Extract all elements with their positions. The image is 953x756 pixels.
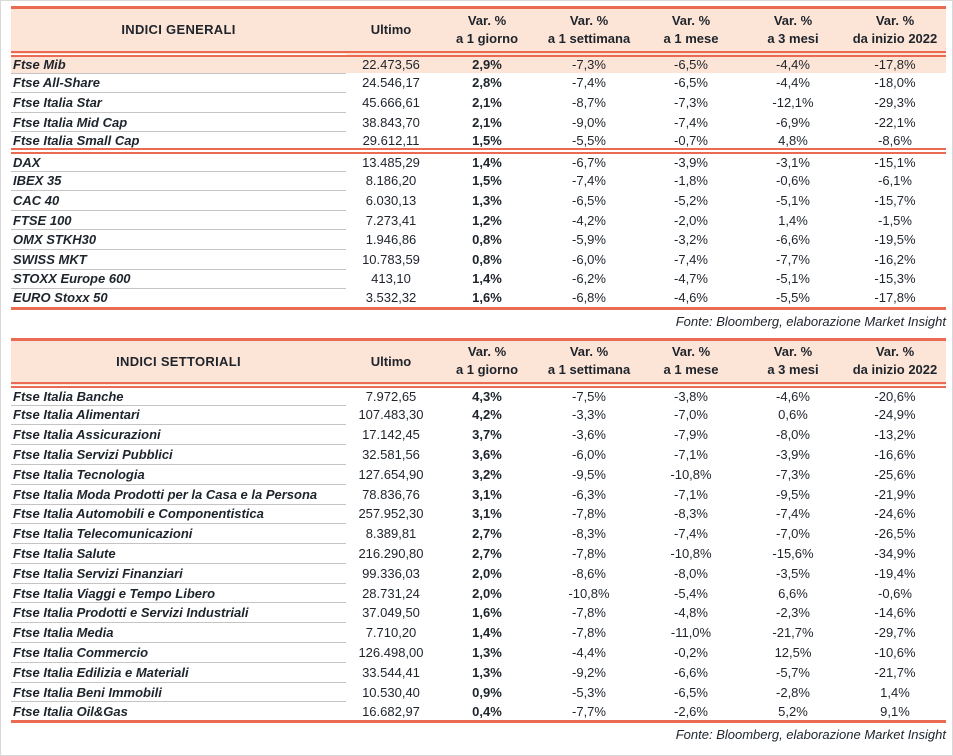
value-cell-m3: -3,9% [776,447,810,462]
value-cell-ultimo: 10.783,59 [362,251,420,267]
table-row [11,484,946,504]
value-cell-w1: -6,5% [572,192,606,208]
value-cell-ytd: -15,1% [844,151,946,171]
table-row [11,54,946,74]
index-name-cell: Ftse Italia Prodotti e Servizi Industriali [11,603,346,623]
value-cell-w1: -4,2% [572,212,606,228]
value-cell-w1: -7,4% [572,75,606,91]
value-cell-w1: -3,6% [572,427,606,443]
index-name-cell: Ftse Italia Tecnologia [11,464,346,484]
column-header-var-1-giorno: Var. % a 1 giorno [436,8,538,54]
table-body [11,54,946,309]
index-name-cell: Ftse Italia Oil&Gas [11,702,346,722]
source-note: Fonte: Bloomberg, elaborazione Market Insight [675,727,946,743]
table-row [11,171,946,191]
value-cell-w1: -3,3% [572,407,606,423]
value-cell-d1: 0,8% [472,232,502,248]
value-cell-ytd: -34,9% [874,545,916,561]
value-cell-ytd: -19,4% [874,565,916,581]
value-cell-ultimo: 99.336,03 [362,565,420,581]
value-cell-w1: -8,6% [572,565,606,581]
table-row [11,524,946,544]
value-cell-m1: -6,5% [640,54,742,74]
table-row [11,230,946,250]
value-cell-m3: -5,1% [776,271,810,287]
table-row [11,289,946,309]
value-cell-w1: -5,9% [572,232,606,248]
column-header-var-1-settimana: Var. % a 1 settimana [538,8,640,54]
value-cell-w1: -6,7% [538,151,640,171]
column-header-ultimo: Ultimo [346,8,436,54]
table-row [11,464,946,484]
column-header-var-1-settimana: Var. % a 1 settimana [538,339,640,385]
value-cell-d1: 0,8% [472,251,502,267]
value-cell-m1: -7,1% [674,486,708,502]
value-cell-m1: -3,9% [640,151,742,171]
value-cell-ultimo: 216.290,80 [358,545,424,561]
value-cell-d1: 2,7% [472,526,502,542]
value-cell-m1: -7,4% [674,526,708,542]
value-cell-d1: 2,7% [472,545,502,561]
indici-settoriali-table [11,338,946,724]
value-cell-m3: 4,8% [778,132,808,148]
value-cell-ultimo: 257.952,30 [358,506,424,522]
value-cell-d1: 1,6% [472,605,502,621]
value-cell-w1: -7,7% [538,702,640,722]
table-row [11,504,946,524]
value-cell-ultimo: 16.682,97 [346,702,436,722]
table-row [11,210,946,230]
column-header-var-3-mesi: Var. % a 3 mesi [742,339,844,385]
value-cell-d1: 1,5% [472,132,502,148]
value-cell-m3: -3,5% [776,565,810,581]
value-cell-d1: 0,4% [436,702,538,722]
value-cell-w1: -6,2% [572,271,606,287]
value-cell-m1: -1,8% [674,173,708,189]
value-cell-m1: -4,8% [674,605,708,621]
value-cell-ultimo: 22.473,56 [346,54,436,74]
value-cell-w1: -8,3% [572,526,606,542]
table-row [11,702,946,722]
value-cell-ytd: -8,6% [878,132,912,148]
index-name-cell: Ftse Italia Mid Cap [11,112,346,132]
value-cell-m1: -3,8% [674,389,708,405]
table-title: INDICI GENERALI [11,8,346,54]
header-row [11,339,946,385]
value-cell-m3: -2,8% [776,684,810,700]
value-cell-w1: -7,3% [538,54,640,74]
index-name-cell: Ftse Italia Viaggi e Tempo Libero [11,583,346,603]
value-cell-m3: 12,5% [774,644,812,660]
value-cell-m3: -3,1% [742,151,844,171]
value-cell-ytd: -18,0% [874,75,916,91]
source-note: Fonte: Bloomberg, elaborazione Market Insight [675,313,946,329]
value-cell-ytd: -15,7% [874,192,916,208]
value-cell-ultimo: 7.972,65 [365,389,417,405]
value-cell-ytd: -24,6% [874,506,916,522]
value-cell-d1: 1,3% [472,664,502,680]
index-name-cell: Ftse Italia Alimentari [11,405,346,425]
value-cell-ultimo: 10.530,40 [362,684,420,700]
table-row [11,112,946,132]
value-cell-d1: 3,7% [472,427,502,443]
index-name-cell: Ftse Italia Servizi Pubblici [11,445,346,465]
index-name-cell: Ftse Italia Salute [11,544,346,564]
value-cell-m3: -6,6% [776,232,810,248]
value-cell-m1: -5,4% [674,585,708,601]
value-cell-m1: -7,9% [674,427,708,443]
table-row [11,425,946,445]
value-cell-d1: 4,3% [472,389,502,405]
table-row [11,623,946,643]
value-cell-m3: -12,1% [772,94,814,110]
table-row [11,544,946,564]
index-name-cell: Ftse Italia Star [11,93,346,113]
indici-generali-table [11,6,946,310]
value-cell-m3: -4,6% [776,389,810,405]
value-cell-ytd: -26,5% [874,526,916,542]
value-cell-w1: -6,8% [538,289,640,309]
table-row [11,662,946,682]
index-name-cell: Ftse Italia Servizi Finanziari [11,563,346,583]
value-cell-d1: 0,9% [472,684,502,700]
value-cell-ultimo: 107.483,30 [358,407,424,423]
table-row [11,151,946,171]
index-name-cell: Ftse Italia Banche [11,385,346,405]
value-cell-d1: 3,2% [472,466,502,482]
value-cell-w1: -5,5% [572,132,606,148]
value-cell-m3: -5,7% [776,664,810,680]
value-cell-m1: -10,8% [670,466,712,482]
value-cell-ultimo: 126.498,00 [358,644,424,660]
value-cell-ytd: -17,8% [844,54,946,74]
value-cell-m3: 5,2% [742,702,844,722]
table-row [11,73,946,93]
value-cell-m1: -6,6% [674,664,708,680]
value-cell-m1: -2,6% [640,702,742,722]
index-name-cell: Ftse Italia Beni Immobili [11,682,346,702]
table-row [11,603,946,623]
value-cell-d1: 2,8% [472,75,502,91]
value-cell-ultimo: 8.186,20 [365,173,417,189]
value-cell-ytd: -21,9% [874,486,916,502]
value-cell-w1: -7,8% [572,545,606,561]
value-cell-ytd: -6,1% [878,173,912,189]
index-name-cell: Ftse Italia Edilizia e Materiali [11,662,346,682]
value-cell-ultimo: 38.843,70 [362,114,420,130]
value-cell-ultimo: 28.731,24 [362,585,420,601]
table-body [11,385,946,722]
value-cell-ytd: -14,6% [874,605,916,621]
value-cell-m1: -6,5% [674,75,708,91]
index-name-cell: Ftse Italia Media [11,623,346,643]
value-cell-m1: -5,2% [674,192,708,208]
index-name-cell: Ftse Italia Assicurazioni [11,425,346,445]
value-cell-ytd: -29,3% [874,94,916,110]
value-cell-w1: -7,8% [572,605,606,621]
value-cell-w1: -5,3% [572,684,606,700]
value-cell-ytd: -16,2% [874,251,916,267]
value-cell-ultimo: 24.546,17 [362,75,420,91]
value-cell-d1: 1,2% [472,212,502,228]
value-cell-ultimo: 78.836,76 [362,486,420,502]
index-name-cell: IBEX 35 [11,171,346,191]
value-cell-m1: -11,0% [670,625,712,641]
index-name-cell: FTSE 100 [11,210,346,230]
table-row [11,445,946,465]
value-cell-ultimo: 413,10 [371,271,411,287]
value-cell-ultimo: 6.030,13 [365,192,417,208]
value-cell-ultimo: 32.581,56 [362,447,420,462]
index-name-cell: Ftse Mib [11,54,346,74]
value-cell-w1: -9,0% [572,114,606,130]
table-row [11,191,946,211]
table-row [11,385,946,405]
index-name-cell: DAX [11,151,346,171]
value-cell-d1: 2,0% [472,585,502,601]
value-cell-m3: -7,4% [776,506,810,522]
value-cell-d1: 1,4% [472,625,502,641]
value-cell-m1: -7,3% [674,94,708,110]
value-cell-ytd: -20,6% [874,389,916,405]
value-cell-ytd: 9,1% [844,702,946,722]
value-cell-ytd: -19,5% [874,232,916,248]
value-cell-ultimo: 37.049,50 [362,605,420,621]
value-cell-ultimo: 3.532,32 [346,289,436,309]
table-row [11,249,946,269]
value-cell-ytd: -13,2% [874,427,916,443]
value-cell-w1: -9,5% [572,466,606,482]
value-cell-m1: -4,6% [640,289,742,309]
value-cell-m3: 6,6% [778,585,808,601]
value-cell-d1: 2,1% [472,94,502,110]
column-header-var-inizio-2022: Var. % da inizio 2022 [844,8,946,54]
value-cell-ultimo: 17.142,45 [362,427,420,443]
value-cell-d1: 1,4% [436,151,538,171]
value-cell-ytd: -10,6% [874,644,916,660]
column-header-var-1-mese: Var. % a 1 mese [640,8,742,54]
value-cell-ytd: -1,5% [878,212,912,228]
index-name-cell: EURO Stoxx 50 [11,289,346,309]
table-row [11,269,946,289]
value-cell-d1: 1,4% [472,271,502,287]
value-cell-m1: -7,0% [674,407,708,423]
value-cell-m3: -7,7% [776,251,810,267]
value-cell-m3: -6,9% [776,114,810,130]
index-name-cell: OMX STKH30 [11,230,346,250]
value-cell-ultimo: 13.485,29 [346,151,436,171]
value-cell-w1: -7,8% [572,625,606,641]
value-cell-ultimo: 127.654,90 [358,466,424,482]
value-cell-ytd: -22,1% [874,114,916,130]
value-cell-m3: -15,6% [772,545,814,561]
value-cell-ultimo: 8.389,81 [365,526,417,542]
value-cell-d1: 3,1% [472,506,502,522]
value-cell-ytd: -15,3% [874,271,916,287]
value-cell-m3: -2,3% [776,605,810,621]
value-cell-m3: -4,4% [776,75,810,91]
value-cell-w1: -7,8% [572,506,606,522]
value-cell-m3: -0,6% [776,173,810,189]
value-cell-m1: -7,4% [674,251,708,267]
value-cell-m3: -7,3% [776,466,810,482]
table-row [11,682,946,702]
value-cell-w1: -9,2% [572,664,606,680]
value-cell-d1: 1,6% [436,289,538,309]
value-cell-m1: -3,2% [674,232,708,248]
value-cell-m3: -21,7% [772,625,814,641]
value-cell-m1: -10,8% [670,545,712,561]
value-cell-m1: -6,5% [674,684,708,700]
value-cell-w1: -8,7% [572,94,606,110]
column-header-var-1-giorno: Var. % a 1 giorno [436,339,538,385]
index-name-cell: Ftse Italia Small Cap [11,132,346,152]
column-header-var-1-mese: Var. % a 1 mese [640,339,742,385]
value-cell-ultimo: 7.273,41 [365,212,417,228]
table-row [11,643,946,663]
value-cell-w1: -6,0% [572,251,606,267]
value-cell-d1: 1,5% [472,173,502,189]
table-row [11,583,946,603]
table-row [11,93,946,113]
value-cell-ytd: -25,6% [874,466,916,482]
value-cell-ytd: -21,7% [874,664,916,680]
value-cell-m1: -0,7% [674,132,708,148]
index-name-cell: CAC 40 [11,191,346,211]
table-header [11,8,946,54]
value-cell-m1: -4,7% [674,271,708,287]
value-cell-m3: -5,1% [776,192,810,208]
value-cell-ytd: -17,8% [844,289,946,309]
value-cell-d1: 2,1% [472,114,502,130]
value-cell-ytd: -29,7% [874,625,916,641]
table-row [11,563,946,583]
value-cell-w1: -6,3% [572,486,606,502]
value-cell-ultimo: 7.710,20 [365,625,417,641]
value-cell-m3: -8,0% [776,427,810,443]
table-row [11,405,946,425]
value-cell-ytd: -24,9% [874,407,916,423]
value-cell-w1: -4,4% [572,644,606,660]
value-cell-w1: -7,4% [572,173,606,189]
value-cell-w1: -7,5% [572,389,606,405]
value-cell-m3: 1,4% [778,212,808,228]
value-cell-m3: -9,5% [776,486,810,502]
index-name-cell: Ftse Italia Commercio [11,643,346,663]
value-cell-d1: 3,6% [472,447,502,462]
value-cell-ultimo: 1.946,86 [365,232,417,248]
value-cell-ytd: 1,4% [880,684,910,700]
value-cell-m1: -7,4% [674,114,708,130]
value-cell-ytd: -0,6% [878,585,912,601]
value-cell-m3: -4,4% [742,54,844,74]
value-cell-m1: -2,0% [674,212,708,228]
value-cell-d1: 1,3% [472,192,502,208]
table-header [11,339,946,385]
table-title: INDICI SETTORIALI [11,339,346,385]
index-name-cell: Ftse Italia Moda Prodotti per la Casa e la Persona [11,484,346,504]
value-cell-d1: 4,2% [472,407,502,423]
index-name-cell: Ftse Italia Telecomunicazioni [11,524,346,544]
value-cell-m1: -7,1% [674,447,708,462]
index-name-cell: STOXX Europe 600 [11,269,346,289]
header-row [11,8,946,54]
index-name-cell: Ftse All-Share [11,73,346,93]
value-cell-m3: -7,0% [776,526,810,542]
value-cell-d1: 2,0% [472,565,502,581]
index-name-cell: SWISS MKT [11,249,346,269]
value-cell-ultimo: 33.544,41 [362,664,420,680]
value-cell-w1: -6,0% [572,447,606,462]
column-header-var-inizio-2022: Var. % da inizio 2022 [844,339,946,385]
value-cell-m1: -8,3% [674,506,708,522]
value-cell-d1: 1,3% [472,644,502,660]
value-cell-m3: -5,5% [742,289,844,309]
value-cell-d1: 3,1% [472,486,502,502]
table-row [11,132,946,152]
value-cell-m1: -0,2% [674,644,708,660]
value-cell-ytd: -16,6% [874,447,916,462]
column-header-var-3-mesi: Var. % a 3 mesi [742,8,844,54]
value-cell-ultimo: 45.666,61 [362,94,420,110]
value-cell-m1: -8,0% [674,565,708,581]
value-cell-d1: 2,9% [436,54,538,74]
column-header-ultimo: Ultimo [346,339,436,385]
value-cell-w1: -10,8% [568,585,610,601]
value-cell-ultimo: 29.612,11 [362,132,420,148]
value-cell-m3: 0,6% [778,407,808,423]
index-name-cell: Ftse Italia Automobili e Componentistica [11,504,346,524]
